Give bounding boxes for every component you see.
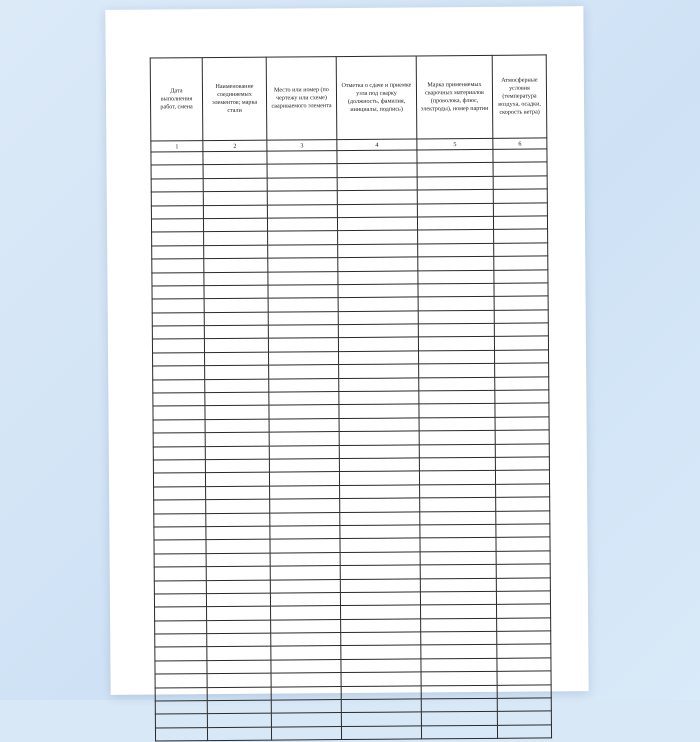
- table-cell[interactable]: [341, 672, 421, 686]
- table-cell[interactable]: [267, 151, 337, 165]
- table-cell[interactable]: [267, 204, 337, 218]
- table-cell[interactable]: [495, 430, 549, 444]
- table-cell[interactable]: [268, 231, 338, 245]
- table-cell[interactable]: [341, 659, 421, 673]
- table-cell[interactable]: [338, 324, 418, 338]
- table-cell[interactable]: [154, 500, 206, 514]
- table-cell[interactable]: [337, 204, 417, 218]
- table-cell[interactable]: [495, 470, 549, 484]
- table-cell[interactable]: [155, 674, 207, 688]
- table-cell[interactable]: [155, 634, 207, 648]
- table-cell[interactable]: [204, 245, 268, 259]
- table-cell[interactable]: [203, 151, 267, 165]
- table-cell[interactable]: [337, 177, 417, 191]
- table-cell[interactable]: [341, 632, 421, 646]
- table-cell[interactable]: [152, 232, 204, 246]
- table-cell[interactable]: [203, 165, 267, 179]
- column-number-6: 6: [493, 138, 547, 149]
- table-cell[interactable]: [420, 511, 496, 525]
- table-cell[interactable]: [339, 458, 419, 472]
- table-cell[interactable]: [155, 701, 207, 715]
- table-cell[interactable]: [495, 444, 549, 458]
- table-cell[interactable]: [152, 339, 204, 353]
- table-cell[interactable]: [337, 190, 417, 204]
- table-cell[interactable]: [341, 619, 421, 633]
- table-cell[interactable]: [269, 392, 339, 406]
- table-cell[interactable]: [152, 245, 204, 259]
- table-cell[interactable]: [153, 366, 205, 380]
- table-cell[interactable]: [420, 538, 496, 552]
- column-number-1: 1: [151, 141, 203, 152]
- column-number-2: 2: [203, 140, 267, 152]
- table-cell[interactable]: [153, 419, 205, 433]
- table-cell[interactable]: [153, 379, 205, 393]
- table-cell[interactable]: [270, 499, 340, 513]
- table-cell[interactable]: [497, 711, 551, 725]
- table-cell[interactable]: [493, 202, 547, 216]
- table-cell[interactable]: [269, 459, 339, 473]
- table-cell[interactable]: [419, 377, 495, 391]
- table-cell[interactable]: [339, 378, 419, 392]
- table-cell[interactable]: [271, 713, 341, 727]
- table-cell[interactable]: [497, 671, 551, 685]
- table-cell[interactable]: [268, 311, 338, 325]
- table-cell[interactable]: [341, 726, 421, 740]
- table-cell[interactable]: [421, 618, 497, 632]
- table-cell[interactable]: [419, 404, 495, 418]
- table-cell[interactable]: [204, 231, 268, 245]
- table-cell[interactable]: [203, 191, 267, 205]
- table-cell[interactable]: [339, 471, 419, 485]
- table-cell[interactable]: [206, 593, 270, 607]
- table-body: [151, 149, 552, 741]
- table-cell[interactable]: [419, 350, 495, 364]
- table-cell[interactable]: [151, 219, 203, 233]
- table-cell[interactable]: [207, 606, 271, 620]
- table-cell[interactable]: [153, 433, 205, 447]
- table-cell[interactable]: [493, 216, 547, 230]
- table-cell[interactable]: [204, 325, 268, 339]
- table-cell[interactable]: [206, 566, 270, 580]
- table-cell[interactable]: [421, 631, 497, 645]
- table-cell[interactable]: [417, 190, 493, 204]
- table-cell[interactable]: [337, 217, 417, 231]
- table-cell[interactable]: [151, 205, 203, 219]
- table-cell[interactable]: [420, 591, 496, 605]
- table-cell[interactable]: [206, 513, 270, 527]
- table-cell[interactable]: [151, 178, 203, 192]
- table-cell[interactable]: [496, 537, 550, 551]
- table-cell[interactable]: [269, 365, 339, 379]
- table-cell[interactable]: [420, 551, 496, 565]
- table-cell[interactable]: [154, 580, 206, 594]
- table-cell[interactable]: [268, 338, 338, 352]
- table-cell[interactable]: [419, 417, 495, 431]
- table-cell[interactable]: [495, 417, 549, 431]
- table-cell[interactable]: [339, 351, 419, 365]
- table-cell[interactable]: [154, 486, 206, 500]
- table-cell[interactable]: [418, 310, 494, 324]
- table-cell[interactable]: [205, 432, 269, 446]
- table-cell[interactable]: [421, 712, 497, 726]
- table-cell[interactable]: [154, 527, 206, 541]
- table-cell[interactable]: [418, 243, 494, 257]
- table-cell[interactable]: [421, 658, 497, 672]
- table-cell[interactable]: [419, 457, 495, 471]
- table-cell[interactable]: [271, 673, 341, 687]
- table-cell[interactable]: [340, 552, 420, 566]
- table-cell[interactable]: [418, 230, 494, 244]
- table-header: [150, 55, 547, 152]
- table-cell[interactable]: [340, 511, 420, 525]
- table-cell[interactable]: [152, 272, 204, 286]
- table-cell[interactable]: [418, 283, 494, 297]
- table-cell[interactable]: [338, 337, 418, 351]
- table-cell[interactable]: [493, 162, 547, 176]
- table-cell[interactable]: [339, 404, 419, 418]
- table-cell[interactable]: [153, 352, 205, 366]
- table-cell[interactable]: [418, 297, 494, 311]
- table-cell[interactable]: [204, 339, 268, 353]
- table-cell[interactable]: [151, 165, 203, 179]
- table-cell[interactable]: [268, 244, 338, 258]
- table-cell[interactable]: [493, 176, 547, 190]
- table-cell[interactable]: [419, 431, 495, 445]
- table-cell[interactable]: [495, 457, 549, 471]
- column-header-location: Место или номер (по чертежу или схеме) свариваемого элемента: [266, 57, 337, 141]
- table-cell[interactable]: [341, 712, 421, 726]
- table-cell[interactable]: [155, 727, 207, 741]
- table-cell[interactable]: [494, 269, 548, 283]
- sheet-content: [150, 54, 551, 741]
- table-cell[interactable]: [207, 620, 271, 634]
- table-cell[interactable]: [205, 459, 269, 473]
- table-cell[interactable]: [270, 566, 340, 580]
- table-cell[interactable]: [269, 378, 339, 392]
- table-cell[interactable]: [152, 312, 204, 326]
- table-cell[interactable]: [205, 392, 269, 406]
- column-header-elements: Наименование соединяемых элементов; марка стали: [202, 57, 267, 141]
- table-cell[interactable]: [269, 432, 339, 446]
- table-cell[interactable]: [152, 286, 204, 300]
- table-cell[interactable]: [496, 564, 550, 578]
- table-cell[interactable]: [267, 191, 337, 205]
- table-cell[interactable]: [270, 552, 340, 566]
- table-cell[interactable]: [271, 726, 341, 740]
- table-cell[interactable]: [497, 658, 551, 672]
- table-cell[interactable]: [494, 243, 548, 257]
- column-header-materials: Марка применяемых сварочных материалов (проволока, флюс, электроды), номер партии: [416, 55, 493, 139]
- journal-table: [150, 54, 552, 741]
- table-cell[interactable]: [340, 592, 420, 606]
- table-cell[interactable]: [268, 258, 338, 272]
- header-row: [150, 55, 547, 141]
- table-cell[interactable]: [421, 645, 497, 659]
- table-cell[interactable]: [203, 218, 267, 232]
- table-cell[interactable]: [154, 553, 206, 567]
- table-cell[interactable]: [203, 205, 267, 219]
- table-cell[interactable]: [271, 646, 341, 660]
- table-cell[interactable]: [271, 619, 341, 633]
- table-cell[interactable]: [339, 364, 419, 378]
- table-cell[interactable]: [337, 163, 417, 177]
- table-cell[interactable]: [494, 229, 548, 243]
- table-cell[interactable]: [495, 390, 549, 404]
- table-cell[interactable]: [419, 364, 495, 378]
- table-cell[interactable]: [270, 539, 340, 553]
- table-cell[interactable]: [206, 486, 270, 500]
- paper-sheet: [105, 6, 588, 695]
- table-cell[interactable]: [417, 163, 493, 177]
- table-cell[interactable]: [204, 298, 268, 312]
- table-cell[interactable]: [419, 471, 495, 485]
- table-cell[interactable]: [267, 164, 337, 178]
- table-cell[interactable]: [338, 297, 418, 311]
- table-cell[interactable]: [420, 497, 496, 511]
- table-cell[interactable]: [496, 577, 550, 591]
- table-cell[interactable]: [494, 336, 548, 350]
- table-cell[interactable]: [152, 299, 204, 313]
- table-cell[interactable]: [151, 192, 203, 206]
- table-cell[interactable]: [207, 687, 271, 701]
- table-cell[interactable]: [206, 499, 270, 513]
- table-cell[interactable]: [421, 672, 497, 686]
- table-cell[interactable]: [495, 403, 549, 417]
- table-cell[interactable]: [494, 296, 548, 310]
- table-cell[interactable]: [206, 553, 270, 567]
- table-cell[interactable]: [493, 189, 547, 203]
- table-cell[interactable]: [497, 685, 551, 699]
- table-cell[interactable]: [154, 540, 206, 554]
- column-header-date: Дата выполнения работ, смена: [150, 58, 203, 141]
- table-cell[interactable]: [421, 698, 497, 712]
- table-cell[interactable]: [341, 699, 421, 713]
- table-cell[interactable]: [204, 285, 268, 299]
- table-cell[interactable]: [496, 524, 550, 538]
- table-cell[interactable]: [155, 660, 207, 674]
- table-cell[interactable]: [270, 512, 340, 526]
- table-cell[interactable]: [153, 460, 205, 474]
- table-cell[interactable]: [421, 725, 497, 739]
- table-cell[interactable]: [497, 725, 551, 739]
- table-cell[interactable]: [496, 497, 550, 511]
- table-cell[interactable]: [496, 591, 550, 605]
- table-cell[interactable]: [271, 633, 341, 647]
- table-cell[interactable]: [417, 149, 493, 163]
- table-cell[interactable]: [341, 686, 421, 700]
- table-cell[interactable]: [494, 310, 548, 324]
- table-cell[interactable]: [494, 323, 548, 337]
- table-cell[interactable]: [269, 445, 339, 459]
- table-cell[interactable]: [271, 700, 341, 714]
- table-cell[interactable]: [417, 203, 493, 217]
- table-cell[interactable]: [494, 283, 548, 297]
- table-cell[interactable]: [207, 714, 271, 728]
- table-row[interactable]: [155, 725, 551, 742]
- table-cell[interactable]: [153, 446, 205, 460]
- table-cell[interactable]: [269, 472, 339, 486]
- table-cell[interactable]: [338, 270, 418, 284]
- table-cell[interactable]: [205, 472, 269, 486]
- table-cell[interactable]: [269, 405, 339, 419]
- table-cell[interactable]: [270, 579, 340, 593]
- table-cell[interactable]: [268, 298, 338, 312]
- column-header-acceptance: Отметка о сдаче и приемке узла под сварку (должность, фамилия, инициалы, подпись): [336, 56, 417, 140]
- table-cell[interactable]: [337, 150, 417, 164]
- table-cell[interactable]: [341, 645, 421, 659]
- table-cell[interactable]: [338, 284, 418, 298]
- table-cell[interactable]: [494, 256, 548, 270]
- table-cell[interactable]: [270, 485, 340, 499]
- table-cell[interactable]: [271, 606, 341, 620]
- table-cell[interactable]: [154, 594, 206, 608]
- table-cell[interactable]: [205, 406, 269, 420]
- table-cell[interactable]: [207, 700, 271, 714]
- table-cell[interactable]: [420, 484, 496, 498]
- table-cell[interactable]: [417, 216, 493, 230]
- table-cell[interactable]: [270, 592, 340, 606]
- table-cell[interactable]: [420, 578, 496, 592]
- table-cell[interactable]: [419, 390, 495, 404]
- table-cell[interactable]: [339, 391, 419, 405]
- table-cell[interactable]: [268, 325, 338, 339]
- table-cell[interactable]: [417, 176, 493, 190]
- table-cell[interactable]: [152, 326, 204, 340]
- table-cell[interactable]: [207, 660, 271, 674]
- column-header-weather: Атмосферные условия (температура воздуха, осадки, скорость ветра): [492, 55, 547, 138]
- table-cell[interactable]: [154, 567, 206, 581]
- table-cell[interactable]: [204, 258, 268, 272]
- table-cell[interactable]: [340, 578, 420, 592]
- table-cell[interactable]: [267, 177, 337, 191]
- table-cell[interactable]: [340, 525, 420, 539]
- table-cell[interactable]: [338, 244, 418, 258]
- table-cell[interactable]: [340, 538, 420, 552]
- table-cell[interactable]: [496, 484, 550, 498]
- table-cell[interactable]: [204, 272, 268, 286]
- table-cell[interactable]: [204, 312, 268, 326]
- table-cell[interactable]: [269, 351, 339, 365]
- table-cell[interactable]: [418, 256, 494, 270]
- table-cell[interactable]: [271, 659, 341, 673]
- table-cell[interactable]: [207, 727, 271, 741]
- table-cell[interactable]: [205, 365, 269, 379]
- table-cell[interactable]: [496, 510, 550, 524]
- table-cell[interactable]: [206, 580, 270, 594]
- table-cell[interactable]: [207, 633, 271, 647]
- table-cell[interactable]: [421, 685, 497, 699]
- table-cell[interactable]: [420, 524, 496, 538]
- table-cell[interactable]: [268, 284, 338, 298]
- table-cell[interactable]: [155, 687, 207, 701]
- table-cell[interactable]: [271, 686, 341, 700]
- table-cell[interactable]: [155, 607, 207, 621]
- table-cell[interactable]: [153, 406, 205, 420]
- table-cell[interactable]: [419, 444, 495, 458]
- table-cell[interactable]: [497, 604, 551, 618]
- table-cell[interactable]: [339, 431, 419, 445]
- table-cell[interactable]: [206, 526, 270, 540]
- table-cell[interactable]: [338, 311, 418, 325]
- table-cell[interactable]: [155, 647, 207, 661]
- table-cell[interactable]: [207, 673, 271, 687]
- table-cell[interactable]: [340, 498, 420, 512]
- table-cell[interactable]: [497, 631, 551, 645]
- table-cell[interactable]: [205, 352, 269, 366]
- table-cell[interactable]: [495, 350, 549, 364]
- table-cell[interactable]: [268, 271, 338, 285]
- table-cell[interactable]: [203, 178, 267, 192]
- table-cell[interactable]: [205, 446, 269, 460]
- table-cell[interactable]: [153, 473, 205, 487]
- column-number-5: 5: [417, 138, 493, 150]
- column-number-3: 3: [267, 140, 337, 152]
- table-cell[interactable]: [418, 337, 494, 351]
- table-cell[interactable]: [418, 323, 494, 337]
- table-cell[interactable]: [338, 257, 418, 271]
- table-cell[interactable]: [339, 418, 419, 432]
- table-cell[interactable]: [206, 539, 270, 553]
- table-cell[interactable]: [155, 714, 207, 728]
- table-cell[interactable]: [154, 513, 206, 527]
- table-cell[interactable]: [421, 605, 497, 619]
- table-cell[interactable]: [151, 152, 203, 166]
- table-cell[interactable]: [493, 149, 547, 163]
- table-cell[interactable]: [497, 618, 551, 632]
- table-cell[interactable]: [340, 485, 420, 499]
- table-cell[interactable]: [152, 259, 204, 273]
- table-cell[interactable]: [207, 647, 271, 661]
- table-cell[interactable]: [341, 605, 421, 619]
- table-cell[interactable]: [270, 525, 340, 539]
- table-cell[interactable]: [155, 620, 207, 634]
- table-cell[interactable]: [153, 393, 205, 407]
- table-cell[interactable]: [205, 419, 269, 433]
- table-cell[interactable]: [418, 270, 494, 284]
- table-cell[interactable]: [496, 551, 550, 565]
- table-cell[interactable]: [420, 564, 496, 578]
- table-cell[interactable]: [269, 418, 339, 432]
- table-cell[interactable]: [205, 379, 269, 393]
- table-cell[interactable]: [495, 377, 549, 391]
- table-cell[interactable]: [497, 644, 551, 658]
- table-cell[interactable]: [339, 445, 419, 459]
- column-number-4: 4: [337, 139, 417, 151]
- table-cell[interactable]: [267, 218, 337, 232]
- table-cell[interactable]: [338, 230, 418, 244]
- table-cell[interactable]: [340, 565, 420, 579]
- table-cell[interactable]: [495, 363, 549, 377]
